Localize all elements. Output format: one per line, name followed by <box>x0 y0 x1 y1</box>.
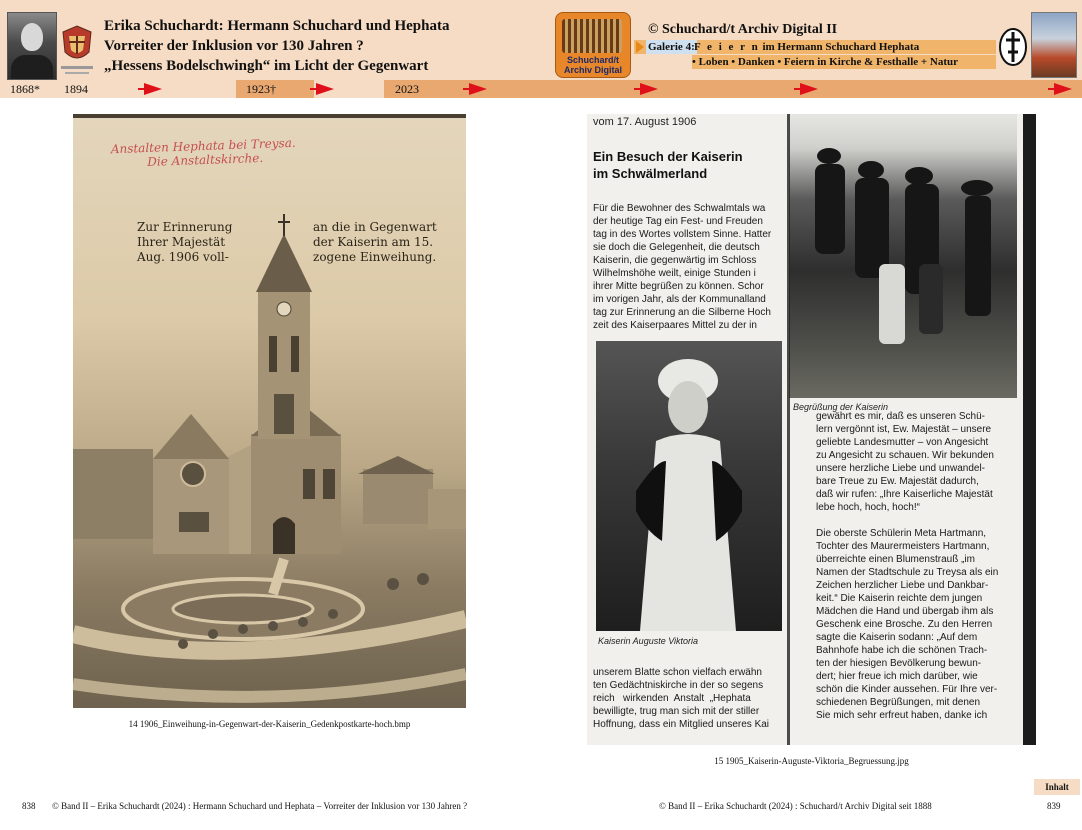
group-photo-caption: Begrüßung der Kaiserin <box>793 402 889 412</box>
inscription-left-line: Aug. 1906 voll- <box>137 250 229 264</box>
clipping-column-left-bottom: unserem Blatte schon vielfach erwähn ten Gedächtniskirche in der so segens reich wirkenden Anstalt „Hephata bewilligte, trug man sich mit der stiller Hoffnung, dass ein Mitglied unseres Kai <box>593 667 770 730</box>
inscription-right-line: an die in Gegenwart <box>313 220 437 234</box>
timeline-segment <box>384 80 1082 98</box>
gallery-subtitle: • Loben • Danken • Feiern in Kirche & Festhalle + Natur <box>692 55 996 69</box>
timeline-year-1868: 1868* <box>10 82 40 96</box>
portrait-image <box>7 12 57 80</box>
cross-emblem-icon <box>998 26 1028 68</box>
title-line-1: Erika Schuchardt: Hermann Schuchard und Hephata <box>104 18 450 34</box>
coat-of-arms-icon <box>57 22 97 78</box>
book-cover-image[interactable] <box>1031 12 1077 78</box>
portrait-coat <box>11 55 53 79</box>
church-illustration <box>73 114 466 708</box>
archive-title: © Schuchard/t Archiv Digital II <box>648 22 838 37</box>
red-arrow-icon <box>144 83 162 95</box>
red-arrow-icon <box>316 83 334 95</box>
portrait-face <box>21 23 43 51</box>
empress-figure <box>596 341 782 631</box>
red-arrow-icon <box>469 83 487 95</box>
group-figures <box>789 114 1017 398</box>
clipping-column-left-top: Für die Bewohner des Schwalmtals wa der heutige Tag ein Fest- und Freuden tag in des Wortes vollstem Sinne. Hatter sie doch die Gelegenheit, die deutsch Kaiserin, die gegenwärtig im Schloss Wilhelmshöhe weilt, einige Stunden i ihrer Mitte begrüßen zu können. Schor im vorigen Jahr, als der Kommunalland tag zur Erinnerung an die Silberne Hoch zeit des Kaiserpaares Mittel zu der in <box>593 203 772 331</box>
archive-logo-text <box>558 55 628 75</box>
clipping-date: vom 17. August 1906 <box>593 116 697 128</box>
postcard-image <box>73 114 466 708</box>
title-line-2: Vorreiter der Inklusion vor 130 Jahren ? <box>104 38 364 54</box>
page-header <box>0 0 1082 80</box>
right-footer-text: © Band II – Erika Schuchardt (2024) : Schuchard/t Archiv Digital seit 1888 <box>659 801 932 811</box>
red-arrow-icon <box>640 83 658 95</box>
logo-text-line-1: Schuchard/t <box>566 55 619 65</box>
postcard-inscription-left <box>137 220 277 265</box>
page-fold <box>787 114 790 745</box>
gallery-label: Galerie 4: <box>648 41 695 53</box>
timeline-year-1923: 1923† <box>246 82 276 96</box>
play-arrow-icon <box>636 41 644 53</box>
logo-text-line-2: Archiv Digital <box>563 65 622 75</box>
magazine-clipping-image <box>587 114 1036 745</box>
inscription-right-line: der Kaiserin am 15. <box>313 235 434 249</box>
gallery-bar[interactable] <box>634 40 996 54</box>
clipping-column-right: gewährt es mir, daß es unseren Schü- lern vergönnt ist, Ew. Majestät – unsere geliebte Landesmutter – von Angesicht zu Angesicht zu schauen. Wir bekunden unsere herzliche Liebe und unwandel- bare Treue zu Ew. Majestät dadurch, daß wir rufen: „Ihre Kaiserliche Majestät lebe hoch, hoch, hoch!“ Die oberste Schülerin Meta Hartmann, Tochter des Maurermeisters Hartmann, überreichte einen Blumenstrauß „im Namen der Stadtschule zu Treysa als ein Zeichen herzlicher Liebe und Dankbar- keit.“ Die Kaiserin reichte dem jungen Mädchen die Hand und übergab ihm als Geschenk eine Brosche. Zu den Herren sagte die Kaiserin sodann: „Auf dem Bahnhofe habe ich die schönen Trach- ten der hiesigen Bevölkerung bewun- dert; hier freue ich mich darüber, wie schön die Kinder aussehen. Für Ihre ver- schiedenen Begrüßungen, mit denen Sie mich sehr erfreut haben, danke ich <box>816 411 999 721</box>
timeline <box>0 80 1082 98</box>
left-footer-text: © Band II – Erika Schuchardt (2024) : Hermann Schuchard und Hephata – Vorreiter der Inklusion vor 130 Jahren ? <box>52 801 468 811</box>
group-photo <box>789 114 1017 398</box>
postcard-heading-line-1: Anstalten Hephata bei Treysa. <box>110 135 296 157</box>
empress-portrait-photo <box>596 341 782 631</box>
title-line-3: „Hessens Bodelschwingh“ im Licht der Gegenwart <box>104 58 429 74</box>
archive-logo[interactable] <box>555 12 631 78</box>
page-title <box>104 16 544 76</box>
inhalt-button[interactable]: Inhalt <box>1034 779 1080 795</box>
inscription-right-line: zogene Einweihung. <box>313 250 437 264</box>
clipping-headline <box>593 148 783 182</box>
headline-line-2: im Schwälmerland <box>593 166 708 181</box>
headline-line-1: Ein Besuch der Kaiserin <box>593 149 743 164</box>
magazine-caption: 15 1905_Kaiserin-Auguste-Viktoria_Begruessung.jpg <box>714 756 909 766</box>
gallery-title <box>694 40 919 54</box>
inscription-left-line: Ihrer Majestät <box>137 235 226 249</box>
left-page-number: 838 <box>22 801 36 811</box>
timeline-year-2023: 2023 <box>395 82 419 96</box>
empress-photo-caption: Kaiserin Auguste Viktoria <box>598 636 699 646</box>
gallery-title-rest: im Hermann Schuchard Hephata <box>762 41 920 53</box>
gallery-feiern: F e i e r n <box>694 41 760 53</box>
red-arrow-icon <box>800 83 818 95</box>
clipping-right-edge <box>1023 114 1036 745</box>
red-arrow-icon <box>1054 83 1072 95</box>
postcard-caption: 14 1906_Einweihung-in-Gegenwart-der-Kaiserin_Gedenkpostkarte-hoch.bmp <box>128 719 411 729</box>
right-page-number: 839 <box>1047 801 1061 811</box>
timeline-year-1894: 1894 <box>64 82 88 96</box>
postcard-heading-line-2: Die Anstaltskirche. <box>147 150 264 169</box>
books-icon <box>562 19 622 53</box>
postcard-inscription-right <box>313 220 458 265</box>
inscription-left-line: Zur Erinnerung <box>137 220 233 234</box>
